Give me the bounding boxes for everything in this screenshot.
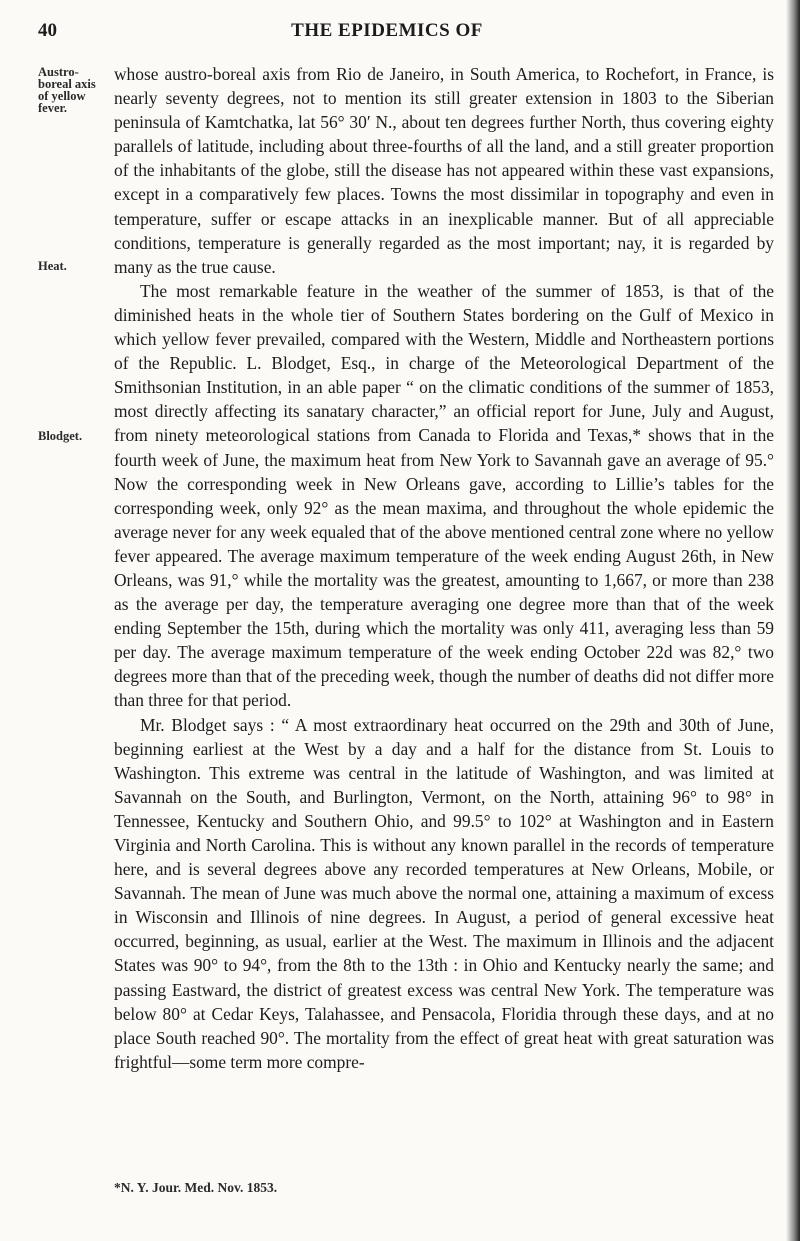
paragraph-summer-1853: The most remarkable feature in the weather of the summer of 1853, is that of the diminished heats in the whole tier of Southern States bordering on the Gulf of Mexico in which yellow fever prevailed, compared with the Western, Middle and Northeastern portions of the Republic. L. Blodget, Esq., in charge of the Meteorological Department of the Smithsonian Institution, in an able paper “ on the climatic conditions of the summer of 1853, most directly affecting its sanatary character,” an official report for June, July and August, from ninety meteorological stations from Canada to Florida and Texas,* shows that in the fourth week of June, the maximum heat from New York to Savannah gave an average of 95.° Now the corresponding week in New Orleans gave, according to Lillie’s tables for the corresponding week, only 92° as the mean maxima, and throughout the whole epidemic the average never for any week equaled that of the above mentioned central zone where no yellow fever appeared. The average maximum temperature of the week ending August 26th, in New Orleans, was 91,° while the mortality was the greatest, amounting to 1,667, or more than 238 as the average per day, the temperature averaging one degree more than that of the week ending September the 15th, during which the mortality was only 411, averaging less than 59 per day. The average maximum temperature of the week ending October 22d was 82,° two degrees more than that of the preceding week, though the number of deaths did not differ more than three for that period. — [114, 280, 774, 711]
running-title: THE EPIDEMICS OF — [291, 20, 483, 41]
footnote: *N. Y. Jour. Med. Nov. 1853. — [114, 1180, 278, 1195]
page-edge-shadow — [786, 0, 800, 1241]
margin-note-austro-boreal: Austro-boreal axis of yellow fever. — [38, 65, 96, 115]
margin-note-blodget: Blodget. — [38, 429, 83, 443]
body-text — [114, 62, 774, 1074]
margin-note-heat: Heat. — [38, 259, 67, 273]
paragraph-continued: whose austro-boreal axis from Rio de Janeiro, in South America, to Rochefort, in France, is nearly seventy degrees, not to mention its still greater extension in 1803 to the Siberian peninsula of Kamtchatka, lat 56° 30′ N., about ten degrees further North, thus covering eighty parallels of latitude, including about three-fourths of all the land, and a still greater proportion of the inhabitants of the globe, still the disease has not appeared within these vast expansions, except in a comparatively few places. Towns the most dissimilar in topography and even in temperature, suffer or escape attacks in an inexplicable manner. But of all appreciable conditions, temperature is generally regarded as the most important; nay, it is regarded by many as the true cause. — [114, 64, 774, 277]
page-header — [38, 20, 776, 48]
paragraph-blodget-quote: Mr. Blodget says : “ A most extraordinary heat occurred on the 29th and 30th of June, beginning earliest at the West by a day and a half for the distance from St. Louis to Washington. This extreme was central in the latitude of Washington, and was limited at Savannah on the South, and Burlington, Vermont, on the North, attaining 96° to 98° in Tennessee, Kentucky and Southern Ohio, and 99.5° to 102° at Washington and in Eastern Virginia and North Carolina. This is without any known parallel in the records of temperature here, and is several degrees above any recorded temperatures at New Orleans, Mobile, or Savannah. The mean of June was much above the normal one, attaining a maximum of excess in Wisconsin and Illinois of nine degrees. In August, a period of general excessive heat occurred, beginning, as usual, earlier at the West. The maximum in Illinois and the adjacent States was 90° to 94°, from the 8th to the 13th : in Ohio and Kentucky nearly the same; and passing Eastward, the district of greatest excess was central New York. The temperature was below 80° at Cedar Keys, Talahassee, and Pensacola, Floridia through these days, and at no place South reached 90°. The mortality from the effect of great heat with great saturation was frightful—some term more compre- — [114, 714, 774, 1072]
page-number: 40 — [38, 20, 57, 41]
